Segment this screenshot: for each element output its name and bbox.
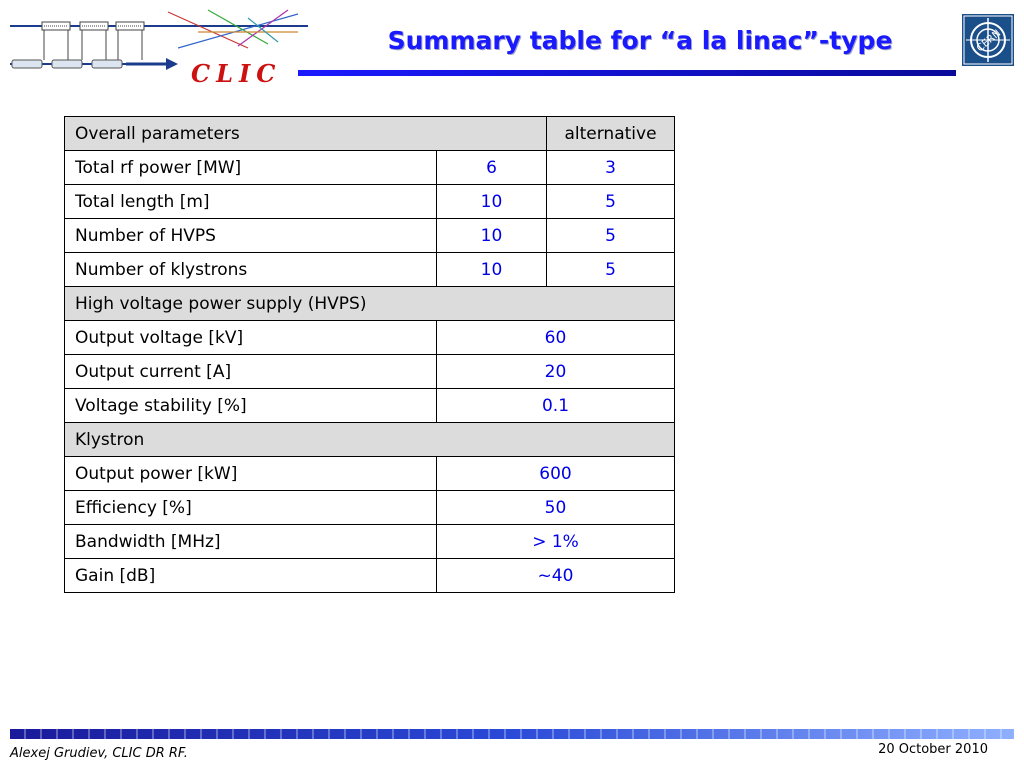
row-value: 60 (437, 321, 675, 355)
summary-table (64, 116, 675, 593)
row-alt-value: 5 (547, 219, 675, 253)
row-label: Bandwidth [MHz] (65, 525, 437, 559)
row-label: Output current [A] (65, 355, 437, 389)
table-row (65, 321, 675, 355)
row-value: > 1% (437, 525, 675, 559)
row-label: Number of klystrons (65, 253, 437, 287)
table-row (65, 151, 675, 185)
footer-author: Alexej Grudiev, CLIC DR RF. (10, 746, 188, 761)
header-overall-parameters: Overall parameters (65, 117, 547, 151)
footer-date: 20 October 2010 (878, 742, 988, 757)
row-label: Gain [dB] (65, 559, 437, 593)
section-title-hvps: High voltage power supply (HVPS) (65, 287, 675, 321)
row-alt-value: 3 (547, 151, 675, 185)
table-row (65, 389, 675, 423)
table-row (65, 185, 675, 219)
table-row (65, 355, 675, 389)
row-label: Total rf power [MW] (65, 151, 437, 185)
header-alternative: alternative (547, 117, 675, 151)
row-value: 10 (437, 219, 547, 253)
table-row (65, 219, 675, 253)
row-label: Number of HVPS (65, 219, 437, 253)
row-label: Efficiency [%] (65, 491, 437, 525)
cern-logo (962, 14, 1014, 66)
table-row (65, 525, 675, 559)
slide-title: Summary table for “a la linac”-type (387, 26, 893, 55)
table-header-row (65, 117, 675, 151)
row-label: Output power [kW] (65, 457, 437, 491)
clic-logo (8, 8, 308, 88)
row-value: 50 (437, 491, 675, 525)
row-alt-value: 5 (547, 253, 675, 287)
cern-logo-text: CERN (974, 28, 1004, 55)
row-value: 600 (437, 457, 675, 491)
row-alt-value: 5 (547, 185, 675, 219)
table-row (65, 457, 675, 491)
table-row (65, 491, 675, 525)
row-value: 0.1 (437, 389, 675, 423)
row-value: 20 (437, 355, 675, 389)
row-value: 6 (437, 151, 547, 185)
clic-logo-text: CLIC (191, 59, 282, 88)
section-title-klystron: Klystron (65, 423, 675, 457)
section-header-hvps (65, 287, 675, 321)
row-value: 10 (437, 185, 547, 219)
section-header-klystron (65, 423, 675, 457)
header-divider-bar (298, 61, 956, 67)
row-label: Output voltage [kV] (65, 321, 437, 355)
row-value: 10 (437, 253, 547, 287)
footer-divider-bar (10, 724, 1014, 734)
table-row (65, 559, 675, 593)
row-value: ~40 (437, 559, 675, 593)
row-label: Total length [m] (65, 185, 437, 219)
row-label: Voltage stability [%] (65, 389, 437, 423)
table-row (65, 253, 675, 287)
